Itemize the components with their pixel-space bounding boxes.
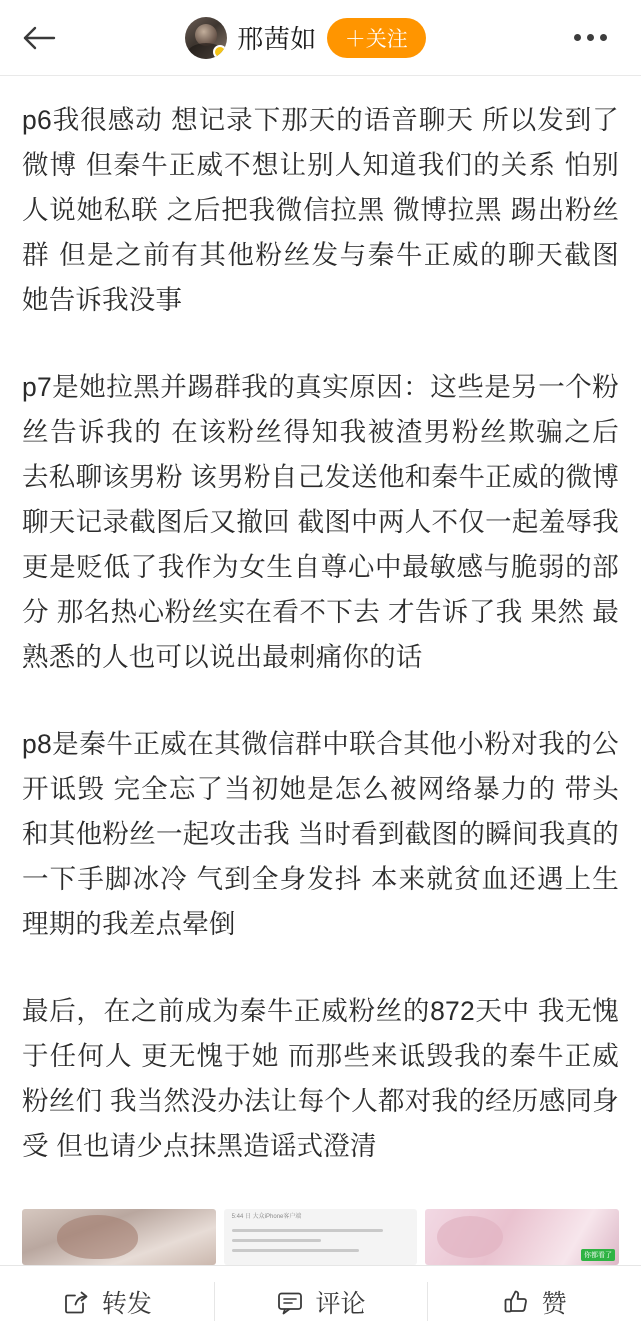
share-button[interactable] <box>0 1266 214 1337</box>
comment-label: 评论 <box>315 1289 366 1318</box>
verified-badge-icon <box>213 45 227 59</box>
app-header <box>0 0 641 76</box>
bottom-action-bar <box>0 1265 641 1337</box>
thumbnail-caption: 5:44 日 大众iPhone客户端 <box>231 1214 302 1220</box>
thumbnail-tag: 你都看了 <box>581 1249 615 1261</box>
like-icon <box>502 1288 530 1316</box>
follow-button[interactable]: ＋关注 <box>327 18 426 58</box>
like-label: 赞 <box>541 1289 567 1318</box>
post-image-thumbnail[interactable] <box>22 1209 216 1265</box>
post-image-thumbnail[interactable] <box>425 1209 619 1265</box>
more-dots-icon <box>600 34 607 41</box>
comment-icon <box>276 1288 304 1316</box>
post-paragraph: p8是秦牛正威在其微信群中联合其他小粉对我的公开诋毁 完全忘了当初她是怎么被网络暴力的 带头和其他粉丝一起攻击我 当时看到截图的瞬间我真的一下手脚冰冷 气到全身发抖 本来就贫血还遇上生理期的我差点晕倒 <box>22 729 619 939</box>
like-button[interactable] <box>427 1266 641 1337</box>
comment-button[interactable] <box>214 1266 428 1337</box>
header-user-info[interactable] <box>56 17 555 59</box>
more-dots-icon <box>587 34 594 41</box>
post-content[interactable] <box>0 76 641 1265</box>
user-nickname: 邢茜如 <box>237 24 317 54</box>
more-dots-icon <box>574 34 581 41</box>
back-arrow-icon <box>22 25 56 51</box>
post-paragraph: p7是她拉黑并踢群我的真实原因：这些是另一个粉丝告诉我的 在该粉丝得知我被渣男粉丝欺骗之后 去私聊该男粉 该男粉自己发送他和秦牛正威的微博聊天记录截图后又撤回 截图中两人不仅一起羞辱我 更是贬低了我作为女生自尊心中最敏感与脆弱的部分 那名热心粉丝实在看不下去 才告诉了我 果然 最熟悉的人也可以说出最刺痛你的话 <box>22 372 619 672</box>
avatar[interactable] <box>185 17 227 59</box>
share-label: 转发 <box>101 1289 152 1318</box>
share-icon <box>62 1288 90 1316</box>
post-image-gallery[interactable] <box>22 1209 619 1265</box>
post-paragraph: 最后，在之前成为秦牛正威粉丝的872天中 我无愧于任何人 更无愧于她 而那些来诋毁我的秦牛正威粉丝们 我当然没办法让每个人都对我的经历感同身受 但也请少点抹黑造谣式澄清 <box>22 996 619 1161</box>
more-options-button[interactable] <box>561 16 619 60</box>
post-image-thumbnail[interactable] <box>224 1209 418 1265</box>
post-paragraph: p6我很感动 想记录下那天的语音聊天 所以发到了微博 但秦牛正威不想让别人知道我们的关系 怕别人说她私联 之后把我微信拉黑 微博拉黑 踢出粉丝群 但是之前有其他粉丝发与秦牛正威的聊天截图 她告诉我没事 <box>22 105 619 315</box>
